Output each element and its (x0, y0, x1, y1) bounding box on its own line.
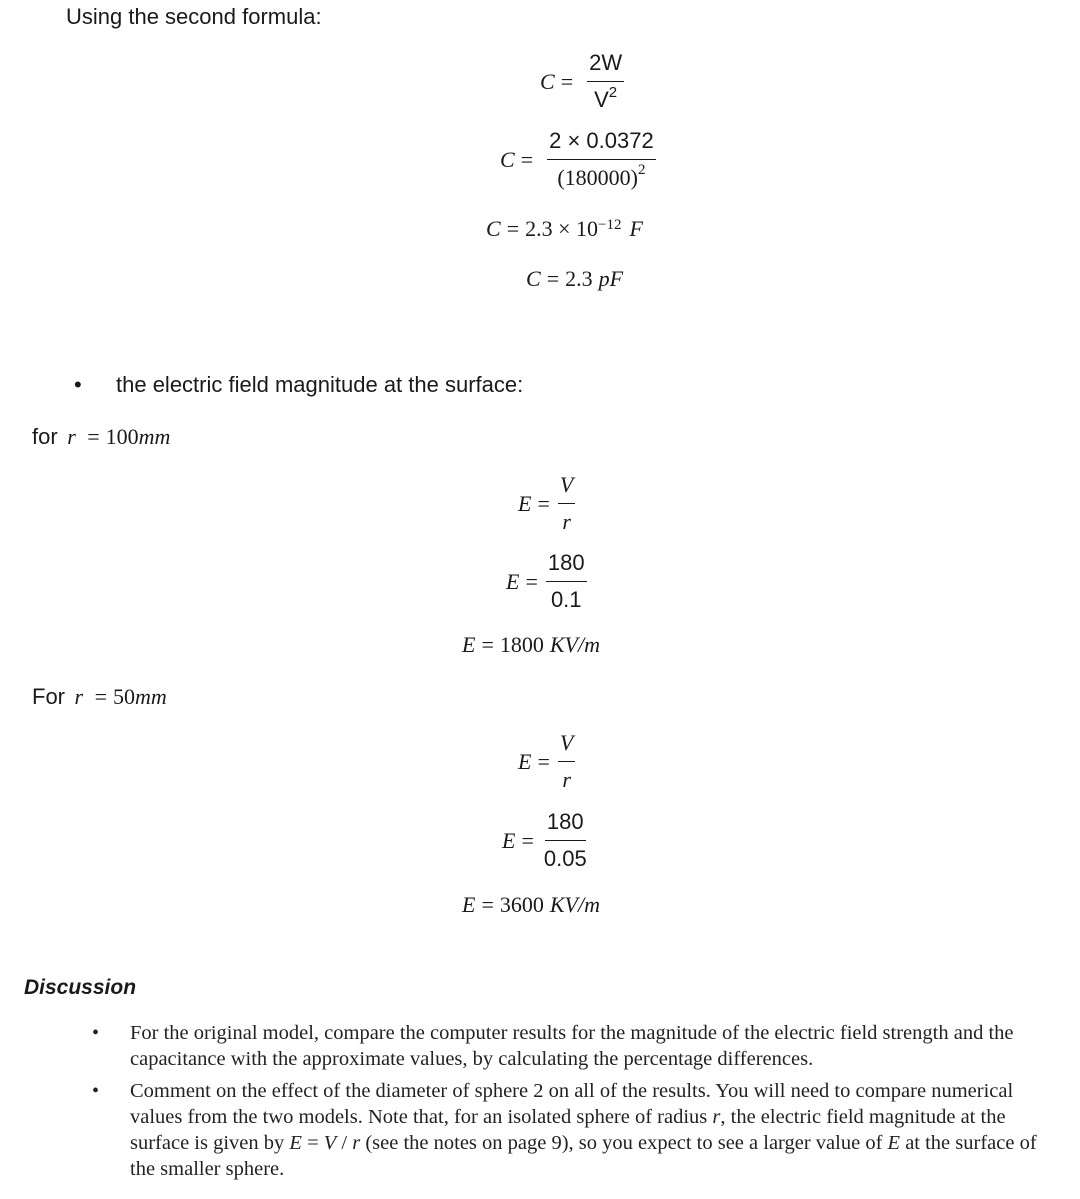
den-exponent: 2 (637, 162, 646, 178)
eq-lhs: C (486, 216, 501, 241)
eq-rel: = (537, 748, 550, 774)
eq-rel: = (537, 490, 550, 516)
capacitance-formula (540, 52, 624, 111)
fraction (558, 732, 575, 791)
label-var: r (74, 684, 84, 709)
bullet-marker: • (92, 1080, 100, 1102)
eq-value: 2.3 × 10 (525, 216, 599, 241)
label-prefix: for (32, 424, 58, 449)
eq-rel: = (546, 266, 560, 291)
eq-lhs: E (518, 748, 532, 774)
eq-rel: = (506, 216, 520, 241)
eq-lhs: E (462, 892, 476, 917)
fraction (542, 811, 589, 870)
eq-lhs: E (506, 568, 520, 594)
capacitance-substitution (500, 130, 656, 189)
denominator (592, 82, 619, 111)
eq-rel: = (560, 68, 574, 94)
eq-rel: = (520, 146, 534, 172)
discussion-item-text: For the original model, compare the computer results for the magnitude of the electric field strength and the capacitance with the approximate values, by calculating the percentage differences. (130, 1022, 1014, 1070)
case1-formula (518, 474, 575, 533)
case1-result (462, 632, 600, 658)
eq-exponent: −12 (598, 216, 622, 233)
eq-unit: KV/m (549, 892, 600, 917)
denominator: r (562, 767, 571, 792)
numerator: V (558, 732, 575, 762)
case1-substitution (506, 552, 587, 611)
label-value: 100 (105, 424, 139, 449)
fraction (547, 130, 656, 189)
eq-rel: = (481, 632, 494, 657)
eq-rel: = (481, 892, 494, 917)
denominator: 0.05 (543, 846, 587, 871)
label-prefix: For (32, 684, 65, 709)
eq-value: 3600 (499, 892, 544, 917)
eq-lhs: C (540, 68, 555, 94)
eq-value: 2.3 (565, 266, 593, 291)
numerator: V (558, 474, 575, 504)
case2-formula (518, 732, 575, 791)
label-rel: = (87, 424, 100, 449)
text-run: at the surface of the smaller sphere. (130, 1132, 1037, 1180)
eq-lhs: C (526, 266, 541, 291)
field-bullet-text: the electric field magnitude at the surface: (116, 372, 524, 397)
math-var: r (352, 1132, 361, 1154)
math-var: E (887, 1132, 901, 1154)
case1-label (32, 424, 170, 450)
intro-text: Using the second formula: (66, 4, 322, 29)
text-run: / (336, 1132, 353, 1154)
bullet-marker: • (92, 1022, 100, 1044)
denominator (555, 160, 647, 189)
eq-value: 1800 (499, 632, 544, 657)
label-unit: mm (138, 424, 171, 449)
math-var: V (323, 1132, 337, 1154)
den-base: V (594, 87, 609, 112)
case2-label (32, 684, 167, 710)
eq-lhs: E (502, 827, 516, 853)
label-unit: mm (134, 684, 167, 709)
denominator: r (562, 509, 571, 534)
discussion-list (92, 1020, 1057, 1188)
case2-substitution (502, 811, 589, 870)
text-run: , the electric field magnitude at the surface is given by (130, 1106, 1006, 1154)
fraction (558, 474, 575, 533)
capacitance-result-pf (526, 266, 623, 292)
denominator: 0.1 (550, 587, 582, 612)
discussion-item-text (130, 1080, 1037, 1180)
den-base: (180000) (557, 165, 638, 190)
discussion-title: Discussion (24, 976, 137, 999)
bullet-marker: • (74, 372, 82, 397)
math-var: E (289, 1132, 302, 1154)
fraction (587, 52, 624, 111)
label-var: r (67, 424, 76, 449)
eq-unit: KV/m (549, 632, 600, 657)
numerator: 2W (587, 52, 624, 82)
capacitance-result-scientific (486, 216, 643, 242)
eq-lhs: C (500, 146, 515, 172)
eq-rel: = (525, 568, 538, 594)
discussion-item (92, 1078, 1057, 1182)
text-run: (see the notes on page 9), so you expect to see a larger value of (360, 1132, 888, 1154)
numerator: 180 (546, 552, 587, 582)
text-run: Comment on the effect of the diameter of sphere 2 on all of the results. You will need to compare numerical values from the two models. Note that, for an isolated sphere of radius (130, 1080, 1014, 1128)
den-exponent: 2 (608, 84, 618, 101)
case2-result (462, 892, 600, 918)
math-var: r (712, 1106, 721, 1128)
text-run: = (301, 1132, 324, 1154)
eq-rel: = (521, 827, 534, 853)
eq-unit: pF (598, 266, 624, 291)
label-value: 50 (112, 684, 135, 709)
fraction (546, 552, 587, 611)
eq-lhs: E (462, 632, 476, 657)
numerator: 2 × 0.0372 (547, 130, 656, 160)
eq-lhs: E (518, 490, 532, 516)
label-rel: = (94, 684, 107, 709)
numerator: 180 (545, 811, 586, 841)
eq-unit: F (629, 216, 643, 241)
discussion-item (92, 1020, 1057, 1072)
